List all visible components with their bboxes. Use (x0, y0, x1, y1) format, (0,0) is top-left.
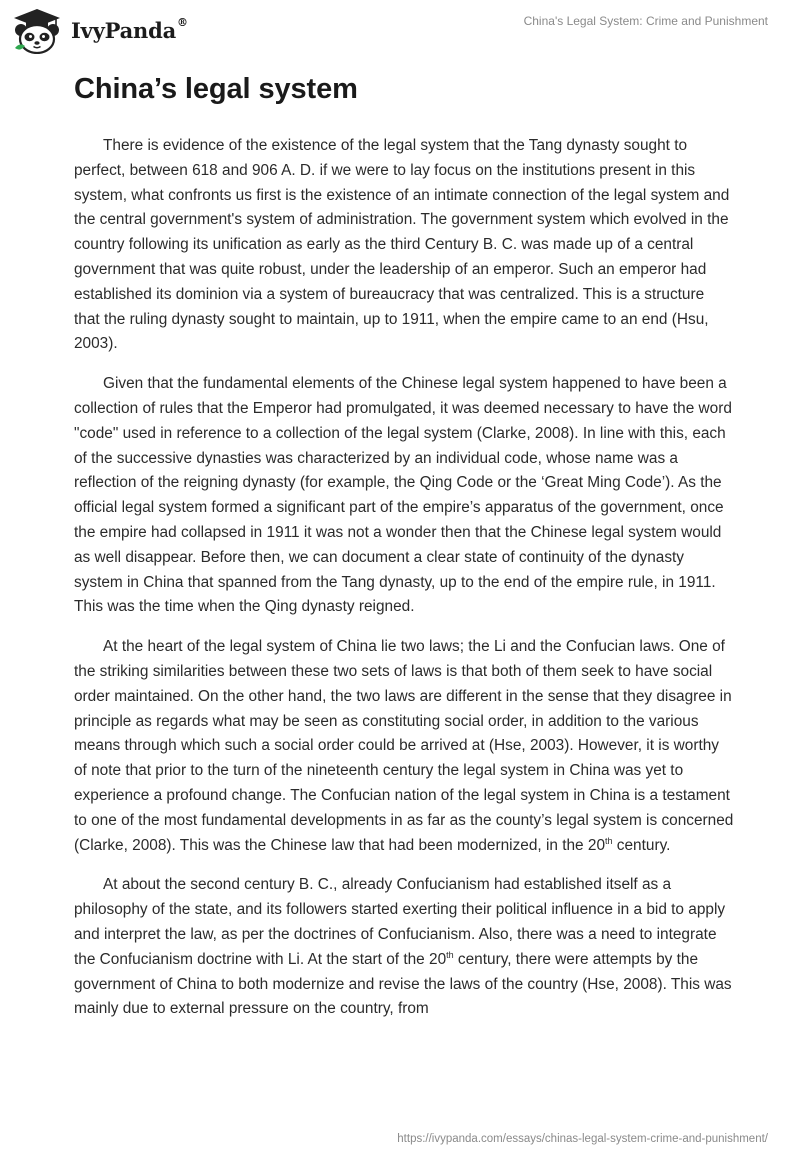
document-title: China's Legal System: Crime and Punishment (523, 14, 768, 28)
page-title: China’s legal system (74, 73, 358, 105)
paragraph-4-text: At about the second century B. C., already Confucianism had established itself as a philosophy of the state, and its followers started exerting their political influence in a bid to apply and interpret the law, as per the doctrines of Confucianism. Also, there was a need to integrate the Confucianism doctrine with Li. At the start of the 20 (74, 876, 726, 968)
brand-name: IvyPanda® (71, 15, 188, 43)
article-body (74, 134, 734, 1037)
paragraph-3-text: At the heart of the legal system of China lie two laws; the Li and the Confucian laws. One of the striking similarities between these two sets of laws is that both of them seek to have social order maintained. On the other hand, the two laws are different in the sense that they disagree in principle as regards what may be seen as constituting social order, in addition to the various means through which such a social order could be arrived at (Hse, 2003). However, it is worthy of note that prior to the turn of the nineteenth century the legal system in China was yet to experience a profound change. The Confucian nation of the legal system in China is a testament to one of the most fundamental developments in as far as the county’s legal system is concerned (Clarke, 2008). This was the Chinese law that had been modernized, in the 20 (74, 638, 734, 854)
ordinal-suffix: th (446, 949, 454, 960)
paragraph-3-text-end: century. (612, 836, 671, 854)
paragraph-3 (74, 635, 734, 858)
paragraph-1: There is evidence of the existence of the legal system that the Tang dynasty sought to perfect, between 618 and 906 A. D. if we were to lay focus on the institutions present in this system, what confronts us first is the existence of an intimate connection of the legal system and the central government's system of administration. The government system which evolved in the country following its unification as early as the third Century B. C. was made up of a central government that was quite robust, under the leadership of an emperor. Such an emperor had established its dominion via a system of bureaucracy that was centralized. This is a structure that the ruling dynasty sought to maintain, up to 1911, when the empire came to an end (Hsu, 2003). (74, 137, 730, 353)
panda-graduate-icon (12, 8, 62, 54)
source-url[interactable]: https://ivypanda.com/essays/chinas-legal-system-crime-and-punishment/ (397, 1133, 768, 1145)
registered-mark: ® (177, 15, 188, 29)
paragraph-4 (74, 873, 734, 1022)
paragraph-2: Given that the fundamental elements of the Chinese legal system happened to have been a collection of rules that the Emperor had promulgated, it was deemed necessary to have the word "code" used in reference to a collection of the legal system (Clarke, 2008). In line with this, each of the successive dynasties was characterized by an individual code, whose name was a reflection of the reigning dynasty (for example, the Qing Code or the ‘Great Ming Code’). As the official legal system formed a significant part of the empire’s apparatus of the government, once the empire had collapsed in 1911 it was not a wonder then that the Chinese legal system would as well disappear. Before then, we can document a clear state of continuity of the dynasty system in China that spanned from the Tang dynasty, up to the end of the empire rule, in 1911. This was the time when the Qing dynasty reigned. (74, 375, 732, 616)
paragraph-4-text-end: century, there were attempts by the government of China to both modernize and revise the laws of the country (Hse, 2008). This was mainly due to external pressure on the country, from (74, 950, 732, 1018)
ordinal-suffix: th (605, 835, 613, 846)
page-header (0, 0, 800, 62)
brand-logo[interactable] (12, 8, 188, 54)
